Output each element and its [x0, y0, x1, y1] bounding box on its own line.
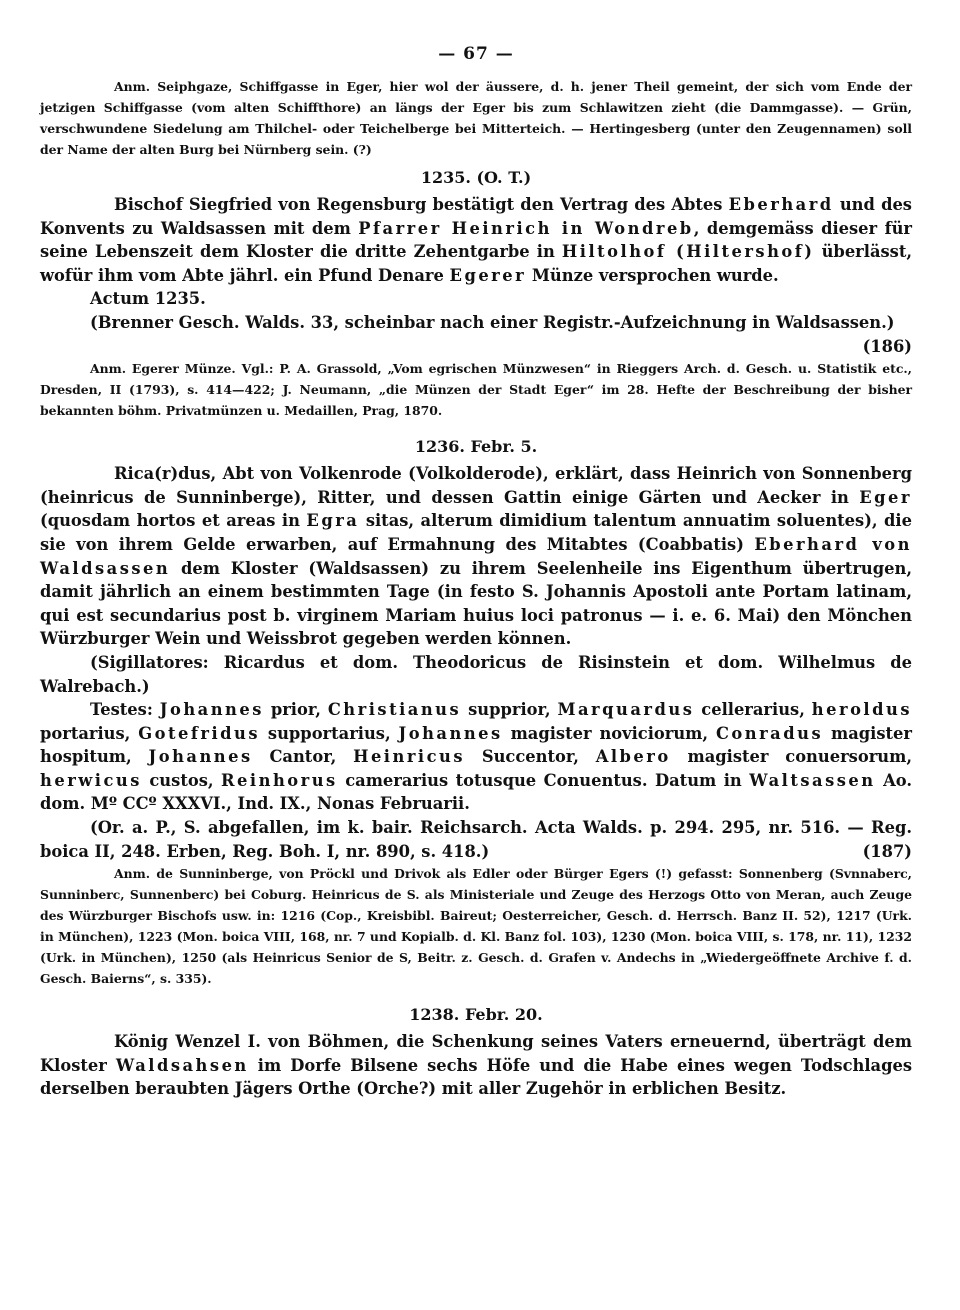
entry-number-186: (186) — [862, 336, 912, 356]
page-number: — 67 — — [438, 44, 514, 64]
sigillatores-1236: (Sigillatores: Ricardus et dom. Theodoricus de Risinstein et dom. Wilhelmus de Walrebach.) — [40, 652, 912, 696]
entry-heading-1238: 1238. Febr. 20. — [409, 1005, 543, 1025]
footnote-anm-seiphgaze: Anm. Seiphgaze, Schiffgasse in Eger, hier wol der äussere, d. h. jener Theil gemeint, der sich vom Ende der jetzigen Schiffgasse (vom alten Schiffthore) an längs der Eger bis zum Schlawitzen zieht (die Dammgasse). — Grün, verschwundene Siedelung am Thilchel- oder Teichelberge bei Mitterteich. — Hertingesberg (unter den Zeugennamen) soll der Name der alten Burg bei Nürnberg sein. (?) — [40, 79, 912, 157]
actum-1235: Actum 1235. — [90, 289, 206, 309]
entry-heading-1236: 1236. Febr. 5. — [414, 437, 538, 457]
entry-text-1236: Rica(r)dus, Abt von Volkenrode (Volkolderode), erklärt, dass Heinrich von Sonnenberg (heinricus de Sunninberge), Ritter, und dessen Gattin einige Gärten und Aecker in Eger (quosdam hortos et areas in Egra sitas, alterum dimidium talentum annuatim soluentes), die sie von ihrem Gelde erwarben, auf Ermahnung des Mitabtes (Coabbatis) Eberhard von Waldsassen dem Kloster (Waldsassen) zu ihrem Seelenheile ins Eigenthum übertrugen, damit jährlich an einem bestimmten Tage (in festo S. Johannis Apostoli ante Portam latinam, qui est secundarius post b. virginem Mariam huius loci patronus — i. e. 6. Mai) den Mönchen Würzburger Wein und Weissbrot gegeben werden können. — [40, 464, 912, 649]
testes-1236: Testes: Johannes prior, Christianus supprior, Marquardus cellerarius, heroldus portarius, Gotefridus supportarius, Johannes magister noviciorum, Conradus magister hospitum, Johannes Cantor, Heinricus Succentor, Albero magister conuersorum, herwicus custos, Reinhorus camerarius totusque Conuentus. Datum in Waltsassen Ao. dom. Mº CCº XXXVI., Ind. IX., Nonas Februarii. — [40, 700, 913, 814]
entry-heading-1235: 1235. (O. T.) — [420, 168, 532, 187]
document-page — [40, 44, 912, 1101]
source-1235: (Brenner Gesch. Walds. 33, scheinbar nach einer Registr.-Aufzeichnung in Waldsassen.) (186) — [40, 311, 912, 358]
entry-text-1235: Bischof Siegfried von Regensburg bestätigt den Vertrag des Abtes Eberhard und des Konvents zu Waldsassen mit dem Pfarrer Heinrich in Wondreb, demgemäss dieser für seine Lebenszeit dem Kloster die dritte Zehentgarbe in Hiltolhof (Hiltershof) überlässt, wofür ihm vom Abte jährl. ein Pfund Denare Egerer Münze versprochen wurde. — [40, 195, 913, 285]
source-1236: (Or. a. P., S. abgefallen, im k. bair. Reichsarch. Acta Walds. p. 294. 295, nr. 516. — Reg. boica II, 248. Erben, Reg. Boh. I, nr. 890, s. 418.) (187) — [40, 816, 912, 863]
entry-text-1238: König Wenzel I. von Böhmen, die Schenkung seines Vaters erneuernd, überträgt dem Kloster Waldsahsen im Dorfe Bilsene sechs Höfe und die Habe eines wegen Todschlages derselben beraubten Jägers Orthe (Orche?) mit aller Zugehör in erblichen Besitz. — [40, 1032, 912, 1099]
entry-number-187: (187) — [862, 841, 912, 861]
footnote-anm-1236: Anm. de Sunninberge, von Pröckl und Drivok als Edler oder Bürger Egers (!) gefasst: Sonnenberg (Svnnaberc, Sunninberc, Sunnenberc) bei Coburg. Heinricus de S. als Ministeriale und Zeuge des Herzogs Otto von Meran, auch Zeuge des Würzburger Bischofs usw. in: 1216 (Cop., Kreisbibl. Baireut; Oesterreicher, Gesch. d. Herrsch. Banz II. 52), 1217 (Urk. in München), 1223 (Mon. boica VIII, 168, nr. 7 und Kopialb. d. Kl. Banz fol. 103), 1230 (Mon. boica VIII, s. 178, nr. 11), 1232 (Urk. in München), 1250 (als Heinricus Senior de S, Beitr. z. Gesch. d. Grafen v. Andechs in „Wiedergeöffnete Archive f. d. Gesch. Baierns“, s. 335). — [40, 866, 912, 987]
footnote-anm-1235: Anm. Egerer Münze. Vgl.: P. A. Grassold, „Vom egrischen Münzwesen“ in Rieggers Arch. d. Gesch. u. Statistik etc., Dresden, II (1793), s. 414—422; J. Neumann, „die Münzen der Stadt Eger“ im 28. Hefte der Beschreibung der bisher bekannten böhm. Privatmünzen u. Medaillen, Prag, 1870. — [40, 361, 912, 419]
